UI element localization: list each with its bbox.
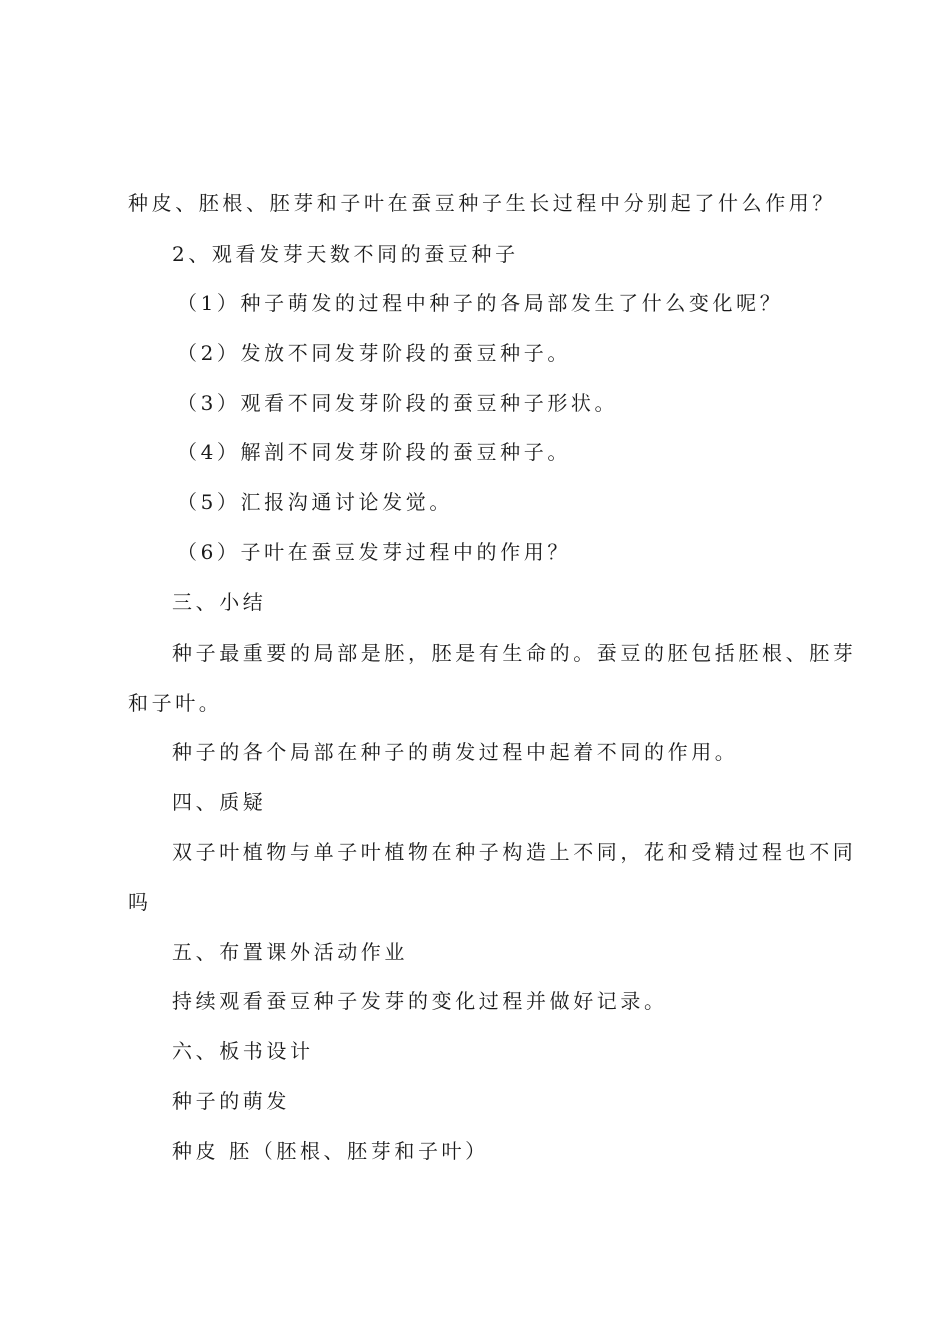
text-line-summary-1: 种子最重要的局部是胚，胚是有生命的。蚕豆的胚包括胚根、胚芽 [172, 641, 857, 665]
text-line-step-3: （3）观看不同发芽阶段的蚕豆种子形状。 [177, 391, 619, 415]
text-line-summary-2: 种子的各个局部在种子的萌发过程中起着不同的作用。 [172, 740, 739, 764]
text-line-section-2: 2、观看发芽天数不同的蚕豆种子 [172, 242, 519, 266]
text-line-summary-1-cont: 和子叶。 [128, 691, 223, 715]
text-line-board-content: 种皮 胚（胚根、胚芽和子叶） [172, 1139, 489, 1163]
text-line-step-5: （5）汇报沟通讨论发觉。 [177, 490, 453, 514]
text-line-step-2: （2）发放不同发芽阶段的蚕豆种子。 [177, 341, 571, 365]
heading-board-design: 六、板书设计 [172, 1039, 314, 1063]
text-line-question: 种皮、胚根、胚芽和子叶在蚕豆种子生长过程中分别起了什么作用？ [128, 191, 836, 215]
text-line-question-2-cont: 吗 [128, 890, 152, 914]
text-line-step-4: （4）解剖不同发芽阶段的蚕豆种子。 [177, 440, 571, 464]
heading-summary: 三、小结 [172, 590, 267, 614]
text-line-step-1: （1）种子萌发的过程中种子的各局部发生了什么变化呢？ [177, 291, 784, 315]
heading-questioning: 四、质疑 [172, 790, 267, 814]
text-line-homework: 持续观看蚕豆种子发芽的变化过程并做好记录。 [172, 989, 668, 1013]
heading-homework: 五、布置课外活动作业 [172, 940, 408, 964]
text-line-board-title: 种子的萌发 [172, 1089, 290, 1113]
text-line-step-6: （6）子叶在蚕豆发芽过程中的作用？ [177, 540, 571, 564]
text-line-question-2: 双子叶植物与单子叶植物在种子构造上不同，花和受精过程也不同 [172, 840, 857, 864]
